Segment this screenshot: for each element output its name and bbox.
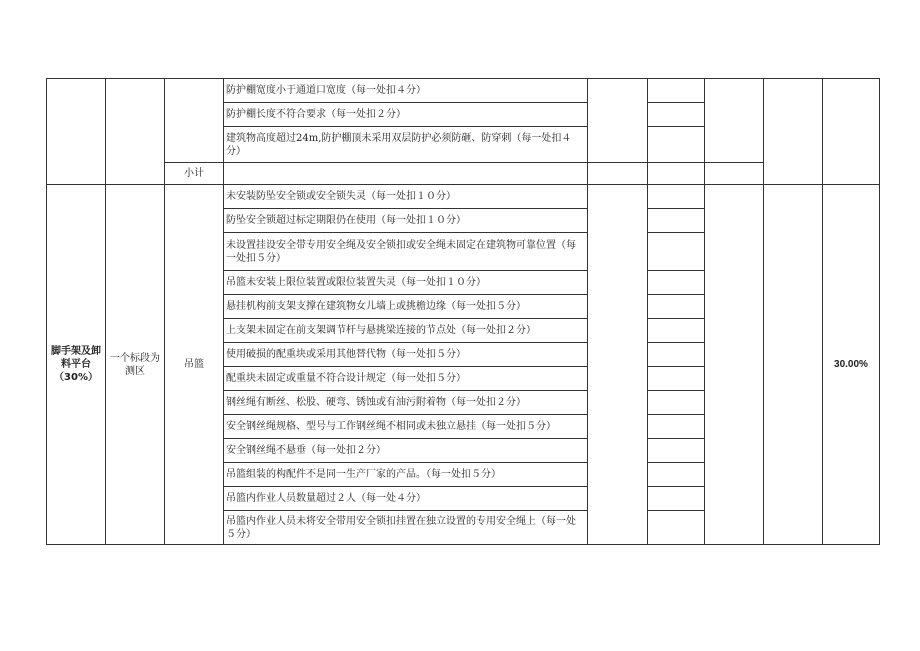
weight-value: 30.00% [823,185,880,545]
score-cell [648,127,705,163]
score-cell [648,367,705,391]
check-item: 防护棚宽度小于通道口宽度（每一处扣４分） [224,79,588,103]
score-cell [648,271,705,295]
blank-cell [764,79,823,185]
score-cell [648,487,705,511]
check-item: 防护棚长度不符合要求（每一处扣２分） [224,103,588,127]
score-cell [648,295,705,319]
check-item: 安全钢丝绳规格、型号与工作钢丝绳不相同或未独立悬挂（每一处扣５分） [224,415,588,439]
inspection-table [46,78,880,545]
score-cell [648,415,705,439]
check-item: 吊篮内作业人员未将安全带用安全锁扣挂置在独立设置的专用安全绳上（每一处５分） [224,511,588,545]
subtotal-blank [588,163,648,185]
scope-label: 一个标段为测区 [106,185,165,545]
check-item: 安全钢丝绳不悬垂（每一处扣２分） [224,439,588,463]
sub-item-cell-empty [165,79,224,163]
score-cell [648,511,705,545]
check-item: 吊篮未安装上限位装置或限位装置失灵（每一处扣１０分） [224,271,588,295]
score-cell [648,391,705,415]
subtotal-blank [224,163,588,185]
score-cell [648,103,705,127]
check-item: 建筑物高度超过24m,防护棚顶未采用双层防护必须防砸、防穿刺（每一处扣４分） [224,127,588,163]
check-item: 未安装防坠安全锁或安全锁失灵（每一处扣１０分） [224,185,588,209]
check-item: 配重块未固定或重量不符合设计规定（每一处扣５分） [224,367,588,391]
blank-cell [588,185,648,545]
weight-cell-empty [823,79,880,185]
check-item: 吊篮内作业人员数量超过２人（每一处４分） [224,487,588,511]
score-cell [648,233,705,271]
check-item: 悬挂机构前支架支撑在建筑物女儿墙上或挑檐边缘（每一处扣５分） [224,295,588,319]
sub-item-label: 吊篮 [165,185,224,545]
check-item: 未设置挂设安全带专用安全绳及安全锁扣或安全绳未固定在建筑物可靠位置（每一处扣５分） [224,233,588,271]
check-item: 上支架未固定在前支架调节杆与悬挑梁连接的节点处（每一处扣２分） [224,319,588,343]
blank-cell [764,185,823,545]
scope-cell-empty [106,79,165,185]
subtotal-label: 小计 [165,163,224,185]
score-cell [648,209,705,233]
check-item: 防坠安全锁超过标定期限仍在使用（每一处扣１０分） [224,209,588,233]
score-cell [648,185,705,209]
blank-cell [705,79,764,163]
score-cell [648,319,705,343]
blank-cell [705,185,764,545]
score-cell [648,343,705,367]
blank-cell [588,79,648,163]
category-cell-empty [47,79,106,185]
check-item: 钢丝绳有断丝、松股、硬弯、锈蚀或有油污附着物（每一处扣２分） [224,391,588,415]
check-item: 吊篮组装的构配件不是同一生产厂家的产品。（每一处扣５分） [224,463,588,487]
score-cell [648,439,705,463]
score-cell [648,79,705,103]
subtotal-blank [648,163,705,185]
check-item: 使用破损的配重块或采用其他替代物（每一处扣５分） [224,343,588,367]
subtotal-blank [705,163,764,185]
score-cell [648,463,705,487]
category-label: 脚手架及卸料平台（30%） [47,185,106,545]
